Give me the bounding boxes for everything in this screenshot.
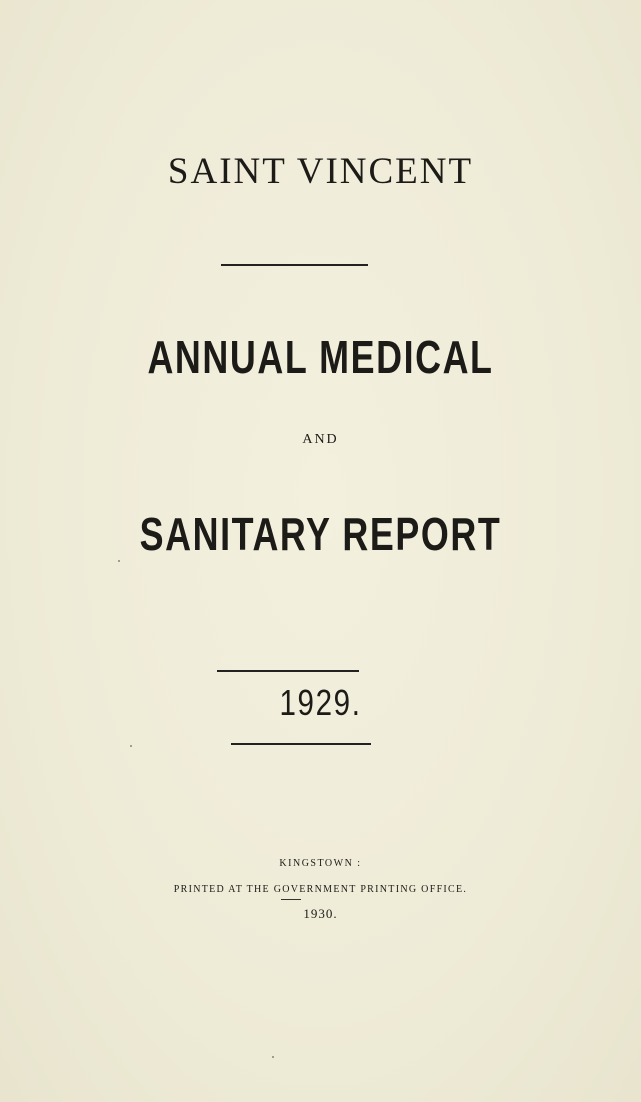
divider-rule-below-year	[231, 743, 371, 745]
paper-speck	[130, 745, 132, 747]
paper-speck	[272, 1056, 274, 1058]
colony-name: SAINT VINCENT	[167, 151, 474, 192]
report-title-line-1: ANNUAL MEDICAL	[147, 331, 494, 383]
paper-speck	[118, 560, 120, 562]
imprint-printer: PRINTED AT THE GOVERNMENT PRINTING OFFICE.	[173, 884, 468, 895]
report-title-line-2: SANITARY REPORT	[139, 508, 502, 560]
imprint-divider	[281, 899, 301, 900]
title-conjunction: AND	[302, 432, 339, 447]
divider-rule-top	[221, 264, 368, 266]
divider-rule-above-year	[217, 670, 359, 672]
imprint-place: KINGSTOWN :	[279, 858, 362, 869]
report-year: 1929.	[279, 682, 362, 723]
publication-year: 1930.	[303, 906, 338, 921]
